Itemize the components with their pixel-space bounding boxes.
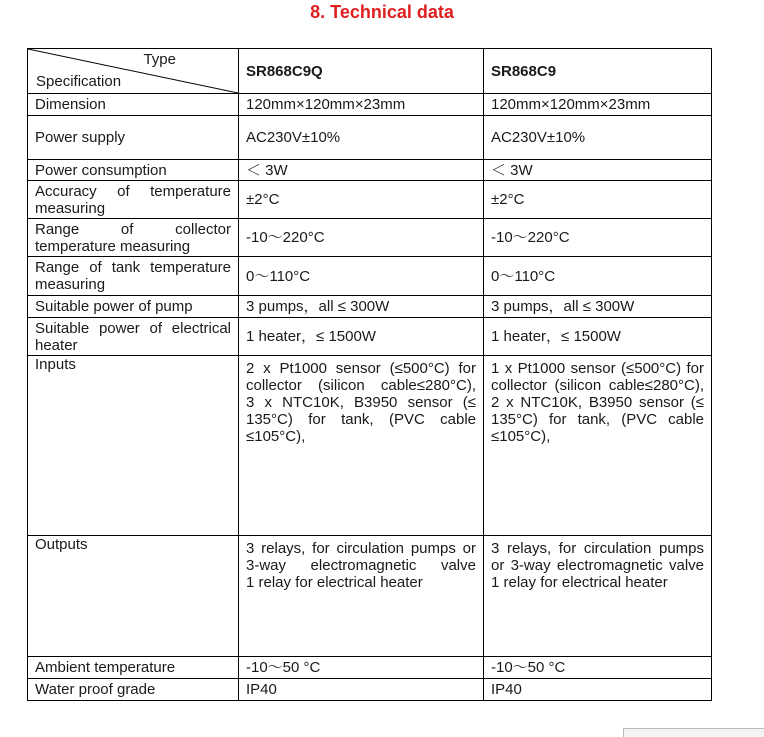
model-header-1: SR868C9Q	[239, 49, 484, 94]
row-value: ±2°C	[484, 181, 712, 219]
row-label: Water proof grade	[28, 679, 239, 701]
specification-label: Specification	[36, 73, 122, 90]
table-row	[28, 116, 712, 160]
row-value: 120mm×120mm×23mm	[239, 94, 484, 116]
row-value: -10～220°C	[484, 219, 712, 257]
page-corner-decoration	[623, 728, 764, 737]
row-value: 1 heater，≤ 1500W	[239, 318, 484, 356]
table-row	[28, 94, 712, 116]
table-row	[28, 160, 712, 181]
row-label: Outputs	[28, 536, 239, 657]
row-value	[239, 536, 484, 657]
type-label: Type	[143, 51, 176, 68]
row-value: -10～50 °C	[239, 657, 484, 679]
input-line: 2 x NTC10K, B3950 sensor (≤ 135°C) for tank, (PVC cable ≤105°C),	[491, 394, 704, 445]
input-line: 3 x NTC10K, B3950 sensor (≤ 135°C) for tank, (PVC cable ≤105°C),	[246, 394, 476, 445]
row-label: Suitable power of pump	[28, 296, 239, 318]
table-row	[28, 181, 712, 219]
row-label: Range of tank temperature measuring	[28, 257, 239, 296]
input-line: 2 x Pt1000 sensor (≤500°C) for collector (silicon cable≤280°C),	[246, 360, 476, 394]
row-value	[484, 356, 712, 536]
table-row	[28, 257, 712, 296]
row-label: Accuracy of temperature measuring	[28, 181, 239, 219]
row-label: Range of collector temperature measuring	[28, 219, 239, 257]
table-row	[28, 356, 712, 536]
row-value: 1 heater，≤ 1500W	[484, 318, 712, 356]
output-line: 1 relay for electrical heater	[491, 574, 668, 591]
diagonal-header-cell	[28, 49, 239, 94]
row-value: 3 pumps，all ≤ 300W	[484, 296, 712, 318]
row-value: 0～110°C	[239, 257, 484, 296]
row-label: Dimension	[28, 94, 239, 116]
row-value: 0～110°C	[484, 257, 712, 296]
row-label: Ambient temperature	[28, 657, 239, 679]
row-label: Suitable power of electrical heater	[28, 318, 239, 356]
row-label: Inputs	[28, 356, 239, 536]
row-value: IP40	[239, 679, 484, 701]
row-value: IP40	[484, 679, 712, 701]
row-value: -10～220°C	[239, 219, 484, 257]
section-title: 8. Technical data	[310, 2, 454, 22]
row-value: ±2°C	[239, 181, 484, 219]
output-line: 1 relay for electrical heater	[246, 574, 423, 591]
row-value: ＜ 3W	[484, 160, 712, 181]
row-value	[484, 536, 712, 657]
row-value: ＜ 3W	[239, 160, 484, 181]
table-row	[28, 536, 712, 657]
output-line: 3 relays, for circulation pumps or 3-way electromagnetic valve	[491, 540, 704, 574]
row-value: 120mm×120mm×23mm	[484, 94, 712, 116]
row-value: AC230V±10%	[239, 116, 484, 160]
output-line: 3 relays, for circulation pumps or 3-way electromagnetic valve	[246, 540, 476, 574]
row-label: Power supply	[28, 116, 239, 160]
row-value	[239, 356, 484, 536]
row-value: 3 pumps，all ≤ 300W	[239, 296, 484, 318]
table-header-row	[28, 49, 712, 94]
model-header-2: SR868C9	[484, 49, 712, 94]
technical-data-table	[27, 48, 712, 701]
table-row	[28, 219, 712, 257]
row-value: AC230V±10%	[484, 116, 712, 160]
table-row	[28, 318, 712, 356]
input-line: 1 x Pt1000 sensor (≤500°C) for collector (silicon cable≤280°C),	[491, 360, 704, 394]
table-row	[28, 679, 712, 701]
row-label: Power consumption	[28, 160, 239, 181]
row-value: -10～50 °C	[484, 657, 712, 679]
table-row	[28, 296, 712, 318]
table-row	[28, 657, 712, 679]
